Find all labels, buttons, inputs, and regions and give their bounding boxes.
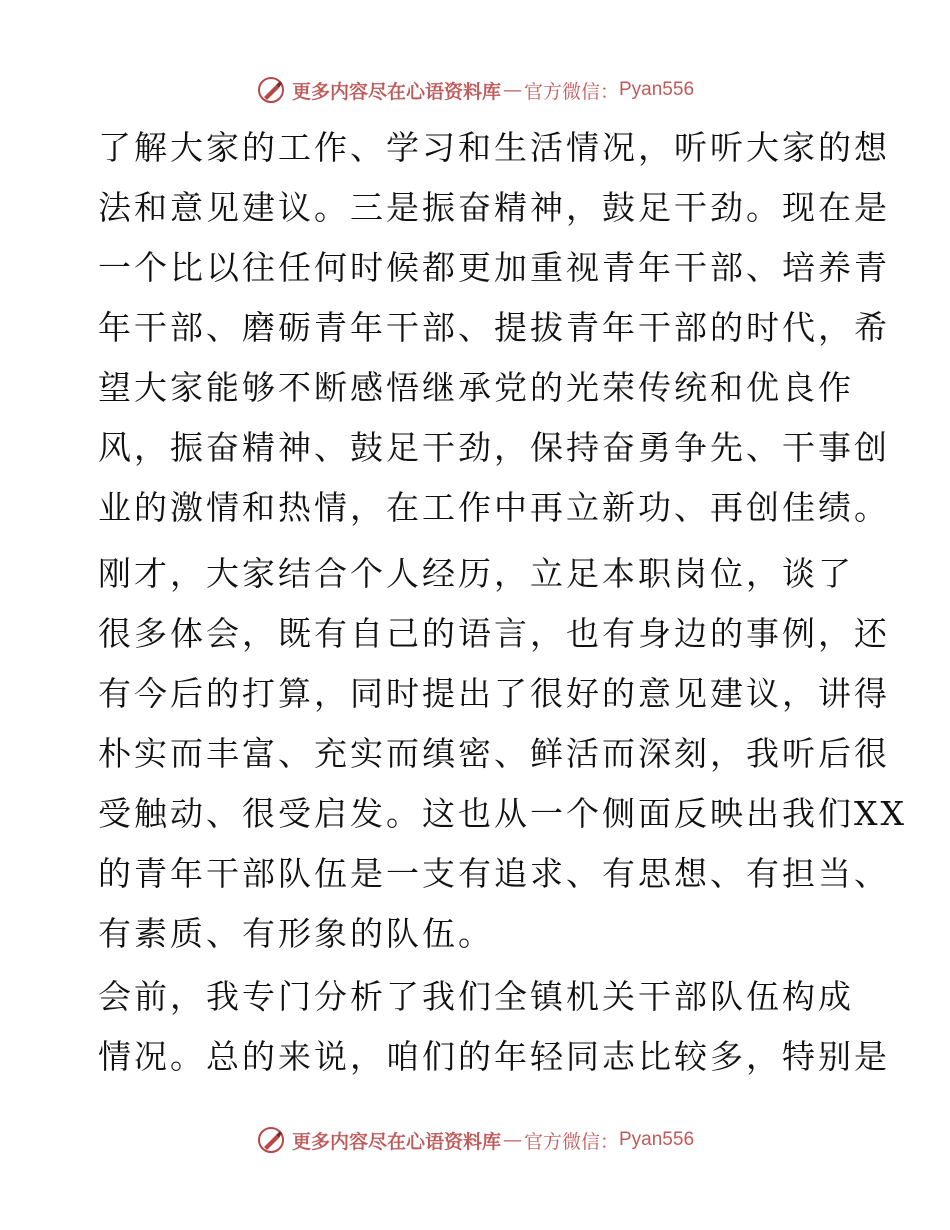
watermark-separator: — xyxy=(502,1129,522,1151)
watermark-label: 官方微信： xyxy=(523,80,619,103)
watermark-wechat-id: Pyan556 xyxy=(619,1129,695,1150)
text-line: 的青年干部队伍是一支有追求、有思想、有担当、 xyxy=(98,854,890,893)
text-line: 了解大家的工作、学习和生活情况，听听大家的想 xyxy=(98,128,890,167)
paragraph-2 xyxy=(98,544,907,964)
text-line: 一个比以往任何时候都更加重视青年干部、培养青 xyxy=(98,248,890,287)
watermark-separator: — xyxy=(502,79,522,101)
text-line: 有今后的打算，同时提出了很好的意见建议，讲得 xyxy=(98,674,890,713)
paragraph-1 xyxy=(98,118,890,538)
watermark-brand: 更多内容尽在心语资料库 xyxy=(291,80,501,103)
text-line: 很多体会，既有自己的语言，也有身边的事例，还 xyxy=(98,614,890,653)
pen-logo-icon xyxy=(256,75,286,105)
watermark-wechat-id: Pyan556 xyxy=(619,79,695,100)
text-line: 会前，我专门分析了我们全镇机关干部队伍构成 xyxy=(98,977,854,1016)
watermark-brand: 更多内容尽在心语资料库 xyxy=(291,1130,501,1153)
header-watermark xyxy=(0,70,950,110)
pen-logo-icon xyxy=(256,1125,286,1155)
text-line: 朴实而丰富、充实而缜密、鲜活而深刻，我听后很 xyxy=(98,734,890,773)
text-line: 受触动、很受启发。这也从一个侧面反映出我们XX xyxy=(98,794,907,833)
text-line: 业的激情和热情，在工作中再立新功、再创佳绩。 xyxy=(98,488,890,527)
paragraph-3 xyxy=(98,967,890,1087)
text-line: 风，振奋精神、鼓足干劲，保持奋勇争先、干事创 xyxy=(98,428,890,467)
text-line: 有素质、有形象的队伍。 xyxy=(98,914,494,953)
text-line: 刚才，大家结合个人经历，立足本职岗位，谈了 xyxy=(98,554,854,593)
text-line: 年干部、磨砺青年干部、提拔青年干部的时代，希 xyxy=(98,308,890,347)
text-line: 法和意见建议。三是振奋精神，鼓足干劲。现在是 xyxy=(98,188,890,227)
watermark-label: 官方微信： xyxy=(523,1130,619,1153)
text-line: 情况。总的来说，咱们的年轻同志比较多，特别是 xyxy=(98,1037,890,1076)
footer-watermark xyxy=(0,1120,950,1160)
text-line: 望大家能够不断感悟继承党的光荣传统和优良作 xyxy=(98,368,854,407)
